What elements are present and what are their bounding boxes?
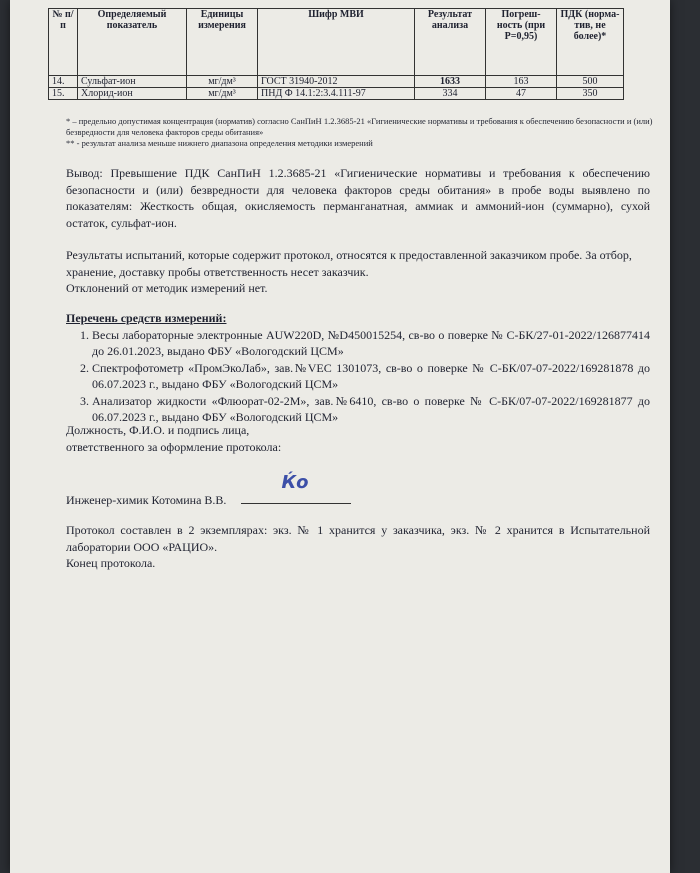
closing-section xyxy=(66,522,650,572)
list-item: 3. Анализатор жидкости «Флюорат-02-2М», зав.№6410, св-во о поверке № С-БК/07-07-2022/169281877 до 06.07.2023 г., выдано ФБУ «Вологодский ЦСМ» xyxy=(92,393,650,426)
cell-units: мг/дм³ xyxy=(187,76,258,88)
cell-method: ГОСТ 31940-2012 xyxy=(258,76,415,88)
cell-indicator: Сульфат-ион xyxy=(78,76,187,88)
responsible-section xyxy=(66,422,650,455)
results-note-text: Результаты испытаний, которые содержит протокол, относятся к предоставленной заказчиком пробе. За отбор, хранение, доставку пробы ответственность несет заказчик. xyxy=(66,248,632,279)
cell-indicator: Хлорид-ион xyxy=(78,88,187,100)
copies-text: Протокол составлен в 2 экземплярах: экз. № 1 хранится у заказчика, экз. № 2 хранится в Испытательной лаборатории ООО «РАЦИО». xyxy=(66,523,650,554)
cell-number: 15. xyxy=(49,88,78,100)
conclusion-text: Вывод: Превышение ПДК СанПиН 1.2.3685-21 «Гигиенические нормативы и требования к обеспечению безопасности и (или) безвредности для человека факторов среды обитания» в пробе воды выявлено по показателям: Жесткость общая, окисляемость перманганатная, аммиак и аммоний-ион (суммарно), сухой остаток, сульфат-ион. xyxy=(66,166,650,230)
document-page xyxy=(10,0,670,873)
table-row xyxy=(49,88,624,100)
footnotes xyxy=(66,116,656,149)
table-row xyxy=(49,76,624,88)
list-item: 1. Весы лабораторные электронные AUW220D, №D450015254, св-во о поверке № С-БК/27-01-2022/126877414 до 26.01.2023, выдано ФБУ «Вологодский ЦСМ» xyxy=(92,327,650,360)
footnote-limit: * – предельно допустимая концентрация (норматив) согласно СанПиН 1.2.3685-21 «Гигиенические нормативы и требования к обеспечению безопасности и (или) безвредности для человека факторов среды обитания» xyxy=(66,116,653,137)
list-item: 2. Спектрофотометр «ПромЭкоЛаб», зав.№VEC 1301073, св-во о поверке № С-БК/07-07-2022/169281878 до 06.07.2023 г., выдано ФБУ «Вологодский ЦСМ» xyxy=(92,360,650,393)
handwritten-signature: Ќо xyxy=(281,472,309,493)
responsible-label-1: Должность, Ф.И.О. и подпись лица, xyxy=(66,423,250,437)
instruments-title: Перечень средств измерений: xyxy=(66,311,227,325)
deviations-text: Отклонений от методик измерений нет. xyxy=(66,281,268,295)
col-header-number: № п/п xyxy=(49,9,78,76)
col-header-method: Шифр МВИ xyxy=(258,9,415,76)
cell-units: мг/дм³ xyxy=(187,88,258,100)
col-header-error: Погреш- ность (при P=0,95) xyxy=(486,9,557,76)
cell-number: 14. xyxy=(49,76,78,88)
responsible-person: Инженер-химик Котомина В.В. xyxy=(66,493,227,507)
footnote-below-range: ** - результат анализа меньше нижнего диапазона определения методики измерений xyxy=(66,138,373,148)
cell-result: 1633 xyxy=(415,76,486,88)
instruments-section xyxy=(66,310,650,426)
results-note xyxy=(66,247,650,297)
col-header-result: Результат анализа xyxy=(415,9,486,76)
cell-error: 47 xyxy=(486,88,557,100)
responsible-label-2: ответственного за оформление протокола: xyxy=(66,439,282,454)
col-header-indicator: Определяемый показатель xyxy=(78,9,187,76)
cell-result: 334 xyxy=(415,88,486,100)
results-table xyxy=(48,8,624,100)
col-header-limit: ПДК (норма- тив, не более)* xyxy=(557,9,624,76)
end-of-protocol: Конец протокола. xyxy=(66,556,156,570)
col-header-units: Единицы измерения xyxy=(187,9,258,76)
cell-error: 163 xyxy=(486,76,557,88)
table-header-row xyxy=(49,9,624,76)
cell-method: ПНД Ф 14.1:2:3.4.111-97 xyxy=(258,88,415,100)
signature-line xyxy=(241,472,351,504)
cell-limit: 500 xyxy=(557,76,624,88)
cell-limit: 350 xyxy=(557,88,624,100)
instruments-list xyxy=(66,327,650,426)
signature-row xyxy=(66,472,650,509)
